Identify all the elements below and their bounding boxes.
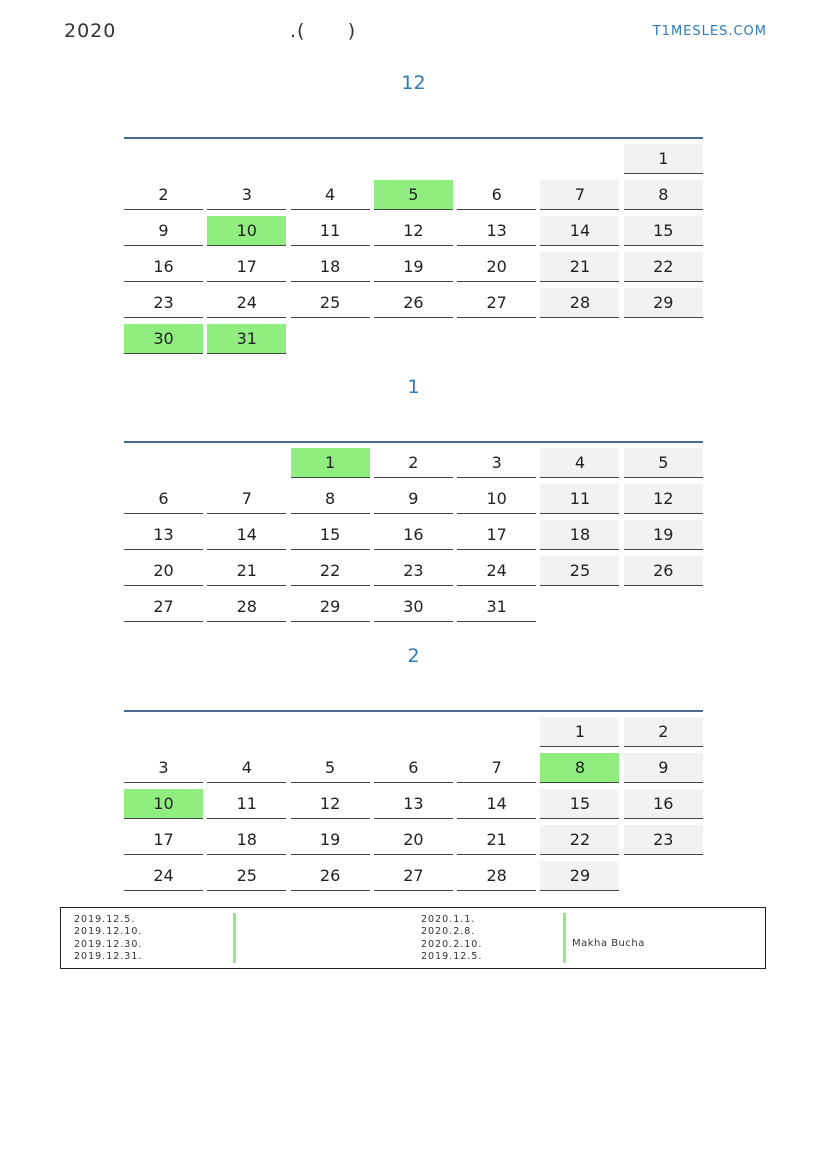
day-cell[interactable]: 4 [540, 448, 619, 478]
day-cell[interactable]: 26 [624, 556, 703, 586]
day-cell[interactable]: 13 [374, 789, 453, 819]
empty-cell [374, 717, 453, 747]
day-cell[interactable]: 24 [207, 288, 286, 318]
day-cell[interactable]: 5 [624, 448, 703, 478]
day-cell[interactable]: 16 [624, 789, 703, 819]
day-cell[interactable]: 15 [624, 216, 703, 246]
day-cell[interactable]: 26 [291, 861, 370, 891]
legend-date: 2020.2.10. [421, 938, 483, 950]
empty-cell [207, 144, 286, 174]
day-cell[interactable]: 20 [124, 556, 203, 586]
day-cell[interactable]: 23 [374, 556, 453, 586]
month-title: 12 [401, 72, 426, 94]
day-cell[interactable]: 11 [540, 484, 619, 514]
day-cell[interactable]: 6 [374, 753, 453, 783]
day-cell[interactable]: 10 [124, 789, 203, 819]
day-cell[interactable]: 19 [624, 520, 703, 550]
empty-cell [124, 448, 203, 478]
day-cell[interactable]: 18 [540, 520, 619, 550]
day-cell[interactable]: 20 [457, 252, 536, 282]
legend-box [60, 907, 766, 969]
day-cell[interactable]: 9 [374, 484, 453, 514]
day-cell[interactable]: 2 [624, 717, 703, 747]
day-cell[interactable]: 16 [124, 252, 203, 282]
day-cell[interactable]: 31 [457, 592, 536, 622]
day-cell[interactable]: 11 [291, 216, 370, 246]
month-title: 2 [407, 645, 420, 667]
empty-cell [291, 144, 370, 174]
day-cell[interactable]: 28 [207, 592, 286, 622]
day-cell[interactable]: 8 [624, 180, 703, 210]
day-cell[interactable]: 9 [624, 753, 703, 783]
day-cell[interactable]: 30 [124, 324, 203, 354]
day-cell[interactable]: 4 [291, 180, 370, 210]
empty-cell [124, 144, 203, 174]
month-grid [124, 137, 703, 354]
day-cell[interactable]: 25 [207, 861, 286, 891]
day-cell[interactable]: 22 [291, 556, 370, 586]
empty-cell [207, 717, 286, 747]
day-cell[interactable]: 17 [124, 825, 203, 855]
day-cell[interactable]: 28 [457, 861, 536, 891]
day-cell[interactable]: 24 [457, 556, 536, 586]
month-title: 1 [407, 376, 420, 398]
legend-date: 2019.12.5. [74, 914, 136, 925]
page-title [64, 20, 357, 42]
legend-right-dates [421, 914, 482, 963]
day-cell[interactable]: 14 [457, 789, 536, 819]
legend-date: 2019.12.30. [74, 938, 143, 950]
day-cell[interactable]: 27 [124, 592, 203, 622]
day-cell[interactable]: 14 [207, 520, 286, 550]
empty-cell [124, 717, 203, 747]
day-cell[interactable]: 12 [291, 789, 370, 819]
day-cell[interactable]: 29 [291, 592, 370, 622]
legend-left-dates [74, 914, 142, 963]
day-cell[interactable]: 10 [207, 216, 286, 246]
day-cell[interactable]: 21 [457, 825, 536, 855]
day-cell[interactable]: 3 [207, 180, 286, 210]
day-cell[interactable]: 22 [540, 825, 619, 855]
month-grid [124, 441, 703, 622]
day-cell[interactable]: 1 [291, 448, 370, 478]
day-cell[interactable]: 22 [624, 252, 703, 282]
legend-note: Makha Bucha [572, 938, 645, 949]
day-cell[interactable]: 6 [124, 484, 203, 514]
day-cell[interactable]: 4 [207, 753, 286, 783]
title-year: 2020 [64, 20, 117, 42]
day-cell[interactable]: 14 [540, 216, 619, 246]
title-paren: .( ) [290, 20, 357, 42]
day-cell[interactable]: 30 [374, 592, 453, 622]
legend-date: 2019.12.31. [74, 950, 143, 962]
day-cell[interactable]: 27 [457, 288, 536, 318]
legend-date: 2020.1.1. [421, 914, 476, 925]
day-cell[interactable]: 8 [540, 753, 619, 783]
day-cell[interactable]: 21 [207, 556, 286, 586]
empty-cell [207, 448, 286, 478]
day-cell[interactable]: 13 [124, 520, 203, 550]
legend-left-marker [233, 913, 236, 963]
day-cell[interactable]: 2 [374, 448, 453, 478]
day-cell[interactable]: 25 [291, 288, 370, 318]
day-cell[interactable]: 12 [374, 216, 453, 246]
day-cell[interactable]: 19 [291, 825, 370, 855]
empty-cell [457, 144, 536, 174]
day-cell[interactable]: 31 [207, 324, 286, 354]
empty-cell [291, 717, 370, 747]
legend-right-marker [563, 913, 566, 963]
day-cell[interactable]: 7 [540, 180, 619, 210]
legend-date: 2019.12.10. [74, 926, 143, 938]
day-cell[interactable]: 15 [540, 789, 619, 819]
day-cell[interactable]: 17 [207, 252, 286, 282]
day-cell[interactable]: 16 [374, 520, 453, 550]
legend-date: 2019.12.5. [421, 950, 483, 962]
day-cell[interactable]: 9 [124, 216, 203, 246]
day-cell[interactable]: 23 [124, 288, 203, 318]
day-cell[interactable]: 3 [457, 448, 536, 478]
empty-cell [457, 717, 536, 747]
day-cell[interactable]: 18 [291, 252, 370, 282]
day-cell[interactable]: 27 [374, 861, 453, 891]
empty-cell [374, 144, 453, 174]
day-cell[interactable]: 19 [374, 252, 453, 282]
day-cell[interactable]: 1 [540, 717, 619, 747]
day-cell[interactable]: 5 [291, 753, 370, 783]
day-cell[interactable]: 29 [624, 288, 703, 318]
day-cell[interactable]: 21 [540, 252, 619, 282]
day-cell[interactable]: 6 [457, 180, 536, 210]
day-cell[interactable]: 1 [624, 144, 703, 174]
empty-cell [540, 144, 619, 174]
day-cell[interactable]: 2 [124, 180, 203, 210]
day-cell[interactable]: 25 [540, 556, 619, 586]
day-cell[interactable]: 7 [207, 484, 286, 514]
day-cell[interactable]: 18 [207, 825, 286, 855]
day-cell[interactable]: 23 [624, 825, 703, 855]
month-grid [124, 710, 703, 891]
day-cell[interactable]: 15 [291, 520, 370, 550]
day-cell[interactable]: 13 [457, 216, 536, 246]
day-cell[interactable]: 12 [624, 484, 703, 514]
day-cell[interactable]: 8 [291, 484, 370, 514]
day-cell[interactable]: 26 [374, 288, 453, 318]
day-cell[interactable]: 28 [540, 288, 619, 318]
day-cell[interactable]: 11 [207, 789, 286, 819]
day-cell[interactable]: 5 [374, 180, 453, 210]
day-cell[interactable]: 17 [457, 520, 536, 550]
day-cell[interactable]: 29 [540, 861, 619, 891]
day-cell[interactable]: 7 [457, 753, 536, 783]
legend-date: 2020.2.8. [421, 926, 476, 938]
day-cell[interactable]: 3 [124, 753, 203, 783]
site-name[interactable]: T1MESLES.COM [652, 24, 767, 39]
day-cell[interactable]: 24 [124, 861, 203, 891]
day-cell[interactable]: 20 [374, 825, 453, 855]
day-cell[interactable]: 10 [457, 484, 536, 514]
